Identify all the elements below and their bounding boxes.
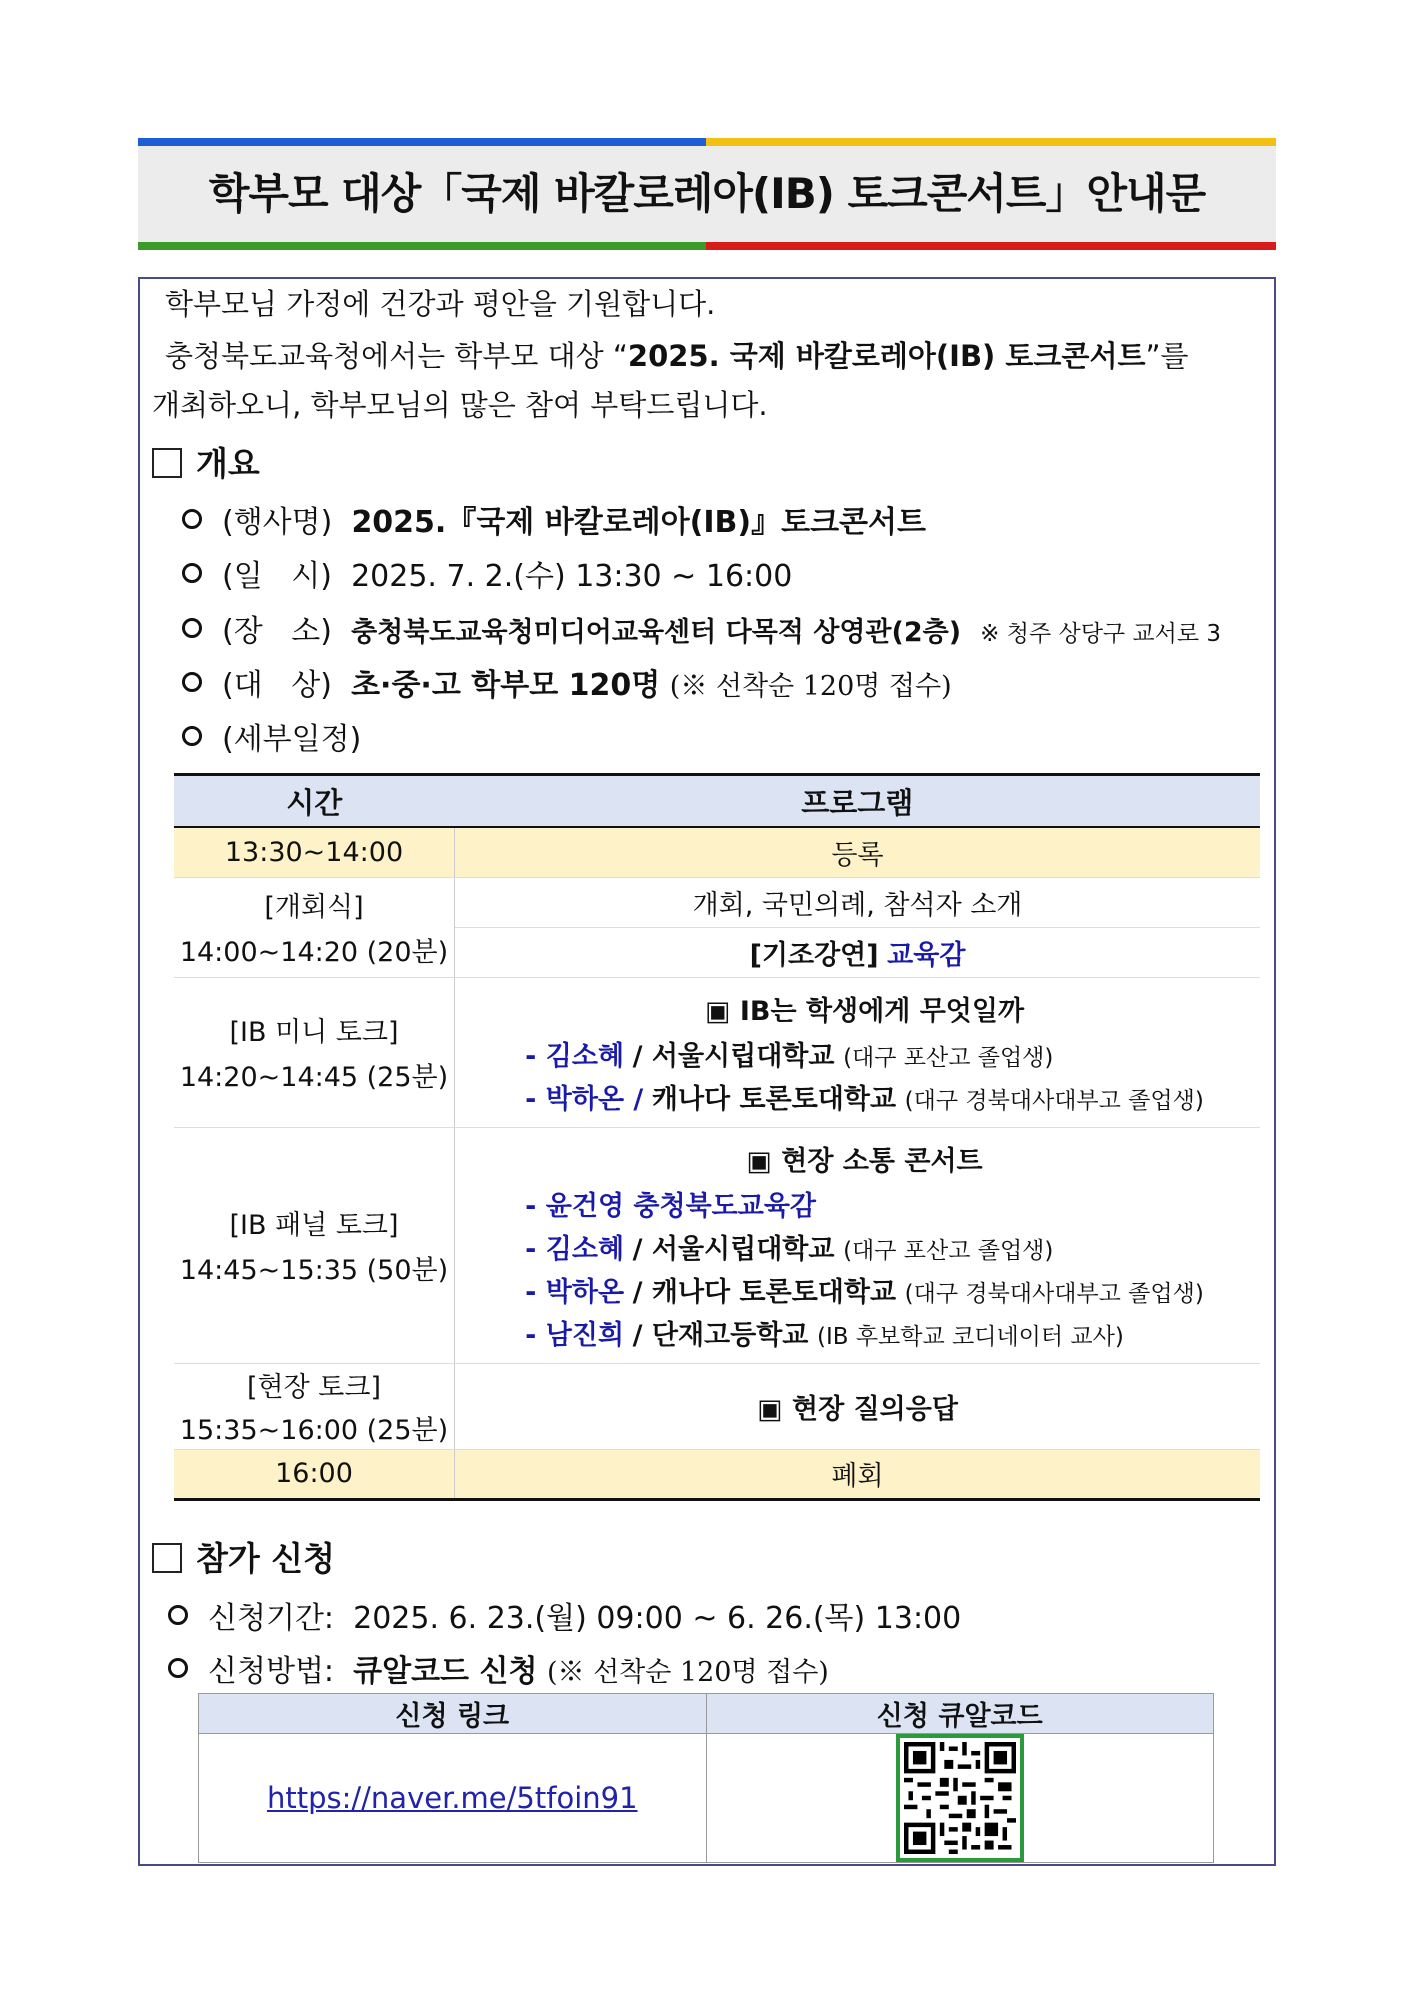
circle-bullet-icon (182, 672, 202, 692)
table-row: [개회식] 14:00~14:20 (20분) 개회, 국민의례, 참석자 소개 (174, 877, 1260, 927)
table-row: 13:30~14:00 등록 (174, 827, 1260, 877)
qr-code-icon[interactable] (896, 1734, 1024, 1862)
circle-bullet-icon (182, 509, 202, 529)
registration-table (198, 1693, 1214, 1863)
section-apply-heading: 참가 신청 (152, 1533, 335, 1580)
table-row: [기조강연] 교육감 (174, 927, 1260, 977)
table-header-row (174, 775, 1260, 828)
apply-method-item: 신청방법: 큐알코드 신청 (※ 선착순 120명 접수) (168, 1646, 829, 1690)
intro-line: 충청북도교육청에서는 학부모 대상 “2025. 국제 바칼로레아(IB) 토크콘서트”를 (165, 339, 1189, 373)
circle-bullet-icon (182, 563, 202, 583)
table-row: [IB 미니 토크] 14:20~14:45 (25분) ▣ IB는 학생에게 무엇일까 - 김소혜 / 서울시립대학교 (대구 포산고 졸업생) - 박하온 / 캐나다 토론토대학교 (대구 경북대사대부고 졸업생) (174, 977, 1260, 1127)
table-row (199, 1734, 1214, 1863)
table-row: [현장 토크] 15:35~16:00 (25분) ▣ 현장 질의응답 (174, 1363, 1260, 1449)
apply-period-item: 신청기간: 2025. 6. 23.(월) 09:00 ~ 6. 26.(목) 13:00 (168, 1593, 961, 1637)
place-item: (장 소) 충청북도교육청미디어교육센터 다목적 상영관(2층) ※ 청주 상당구 교서로 3 (182, 606, 1221, 650)
schedule-item: (세부일정) (182, 714, 361, 758)
target-item: (대 상) 초·중·고 학부모 120명 (※ 선착순 120명 접수) (182, 660, 952, 704)
section-overview-heading: 개요 (152, 438, 260, 485)
intro-greeting: 학부모님 가정에 건강과 평안을 기원합니다. (165, 287, 716, 321)
circle-bullet-icon (168, 1605, 188, 1625)
col-program-header: 프로그램 (455, 775, 1261, 828)
registration-link[interactable]: https://naver.me/5tfoin91 (266, 1781, 638, 1815)
checkbox-icon (152, 448, 182, 478)
circle-bullet-icon (182, 726, 202, 746)
table-row: [IB 패널 토크] 14:45~15:35 (50분) ▣ 현장 소통 콘서트 - 윤건영 충청북도교육감 - 김소혜 / 서울시립대학교 (대구 포산고 졸업생) - 박하온 / 캐나다 토론토대학교 (대구 경북대사대부고 졸업생) - 남진희 / 단재고등학교 (IB 후보학교 코디네이터 교사) (174, 1127, 1260, 1363)
schedule-table (174, 773, 1260, 1501)
date-item: (일 시) 2025. 7. 2.(수) 13:30 ~ 16:00 (182, 551, 792, 595)
circle-bullet-icon (168, 1658, 188, 1678)
circle-bullet-icon (182, 618, 202, 638)
col-link-header: 신청 링크 (199, 1694, 707, 1734)
top-color-bar (138, 138, 1276, 146)
title-banner (138, 138, 1276, 250)
col-time-header: 시간 (174, 775, 455, 828)
checkbox-icon (152, 1543, 182, 1573)
intro-line-2: 개최하오니, 학부모님의 많은 참여 부탁드립니다. (152, 388, 768, 422)
table-row: 16:00 폐회 (174, 1449, 1260, 1499)
event-name-item: (행사명) 2025.『국제 바칼로레아(IB)』토크콘서트 (182, 497, 926, 541)
col-qr-header: 신청 큐알코드 (706, 1694, 1214, 1734)
bottom-color-bar (138, 242, 1276, 250)
page-title: 학부모 대상「국제 바칼로레아(IB) 토크콘서트」안내문 (208, 169, 1206, 218)
